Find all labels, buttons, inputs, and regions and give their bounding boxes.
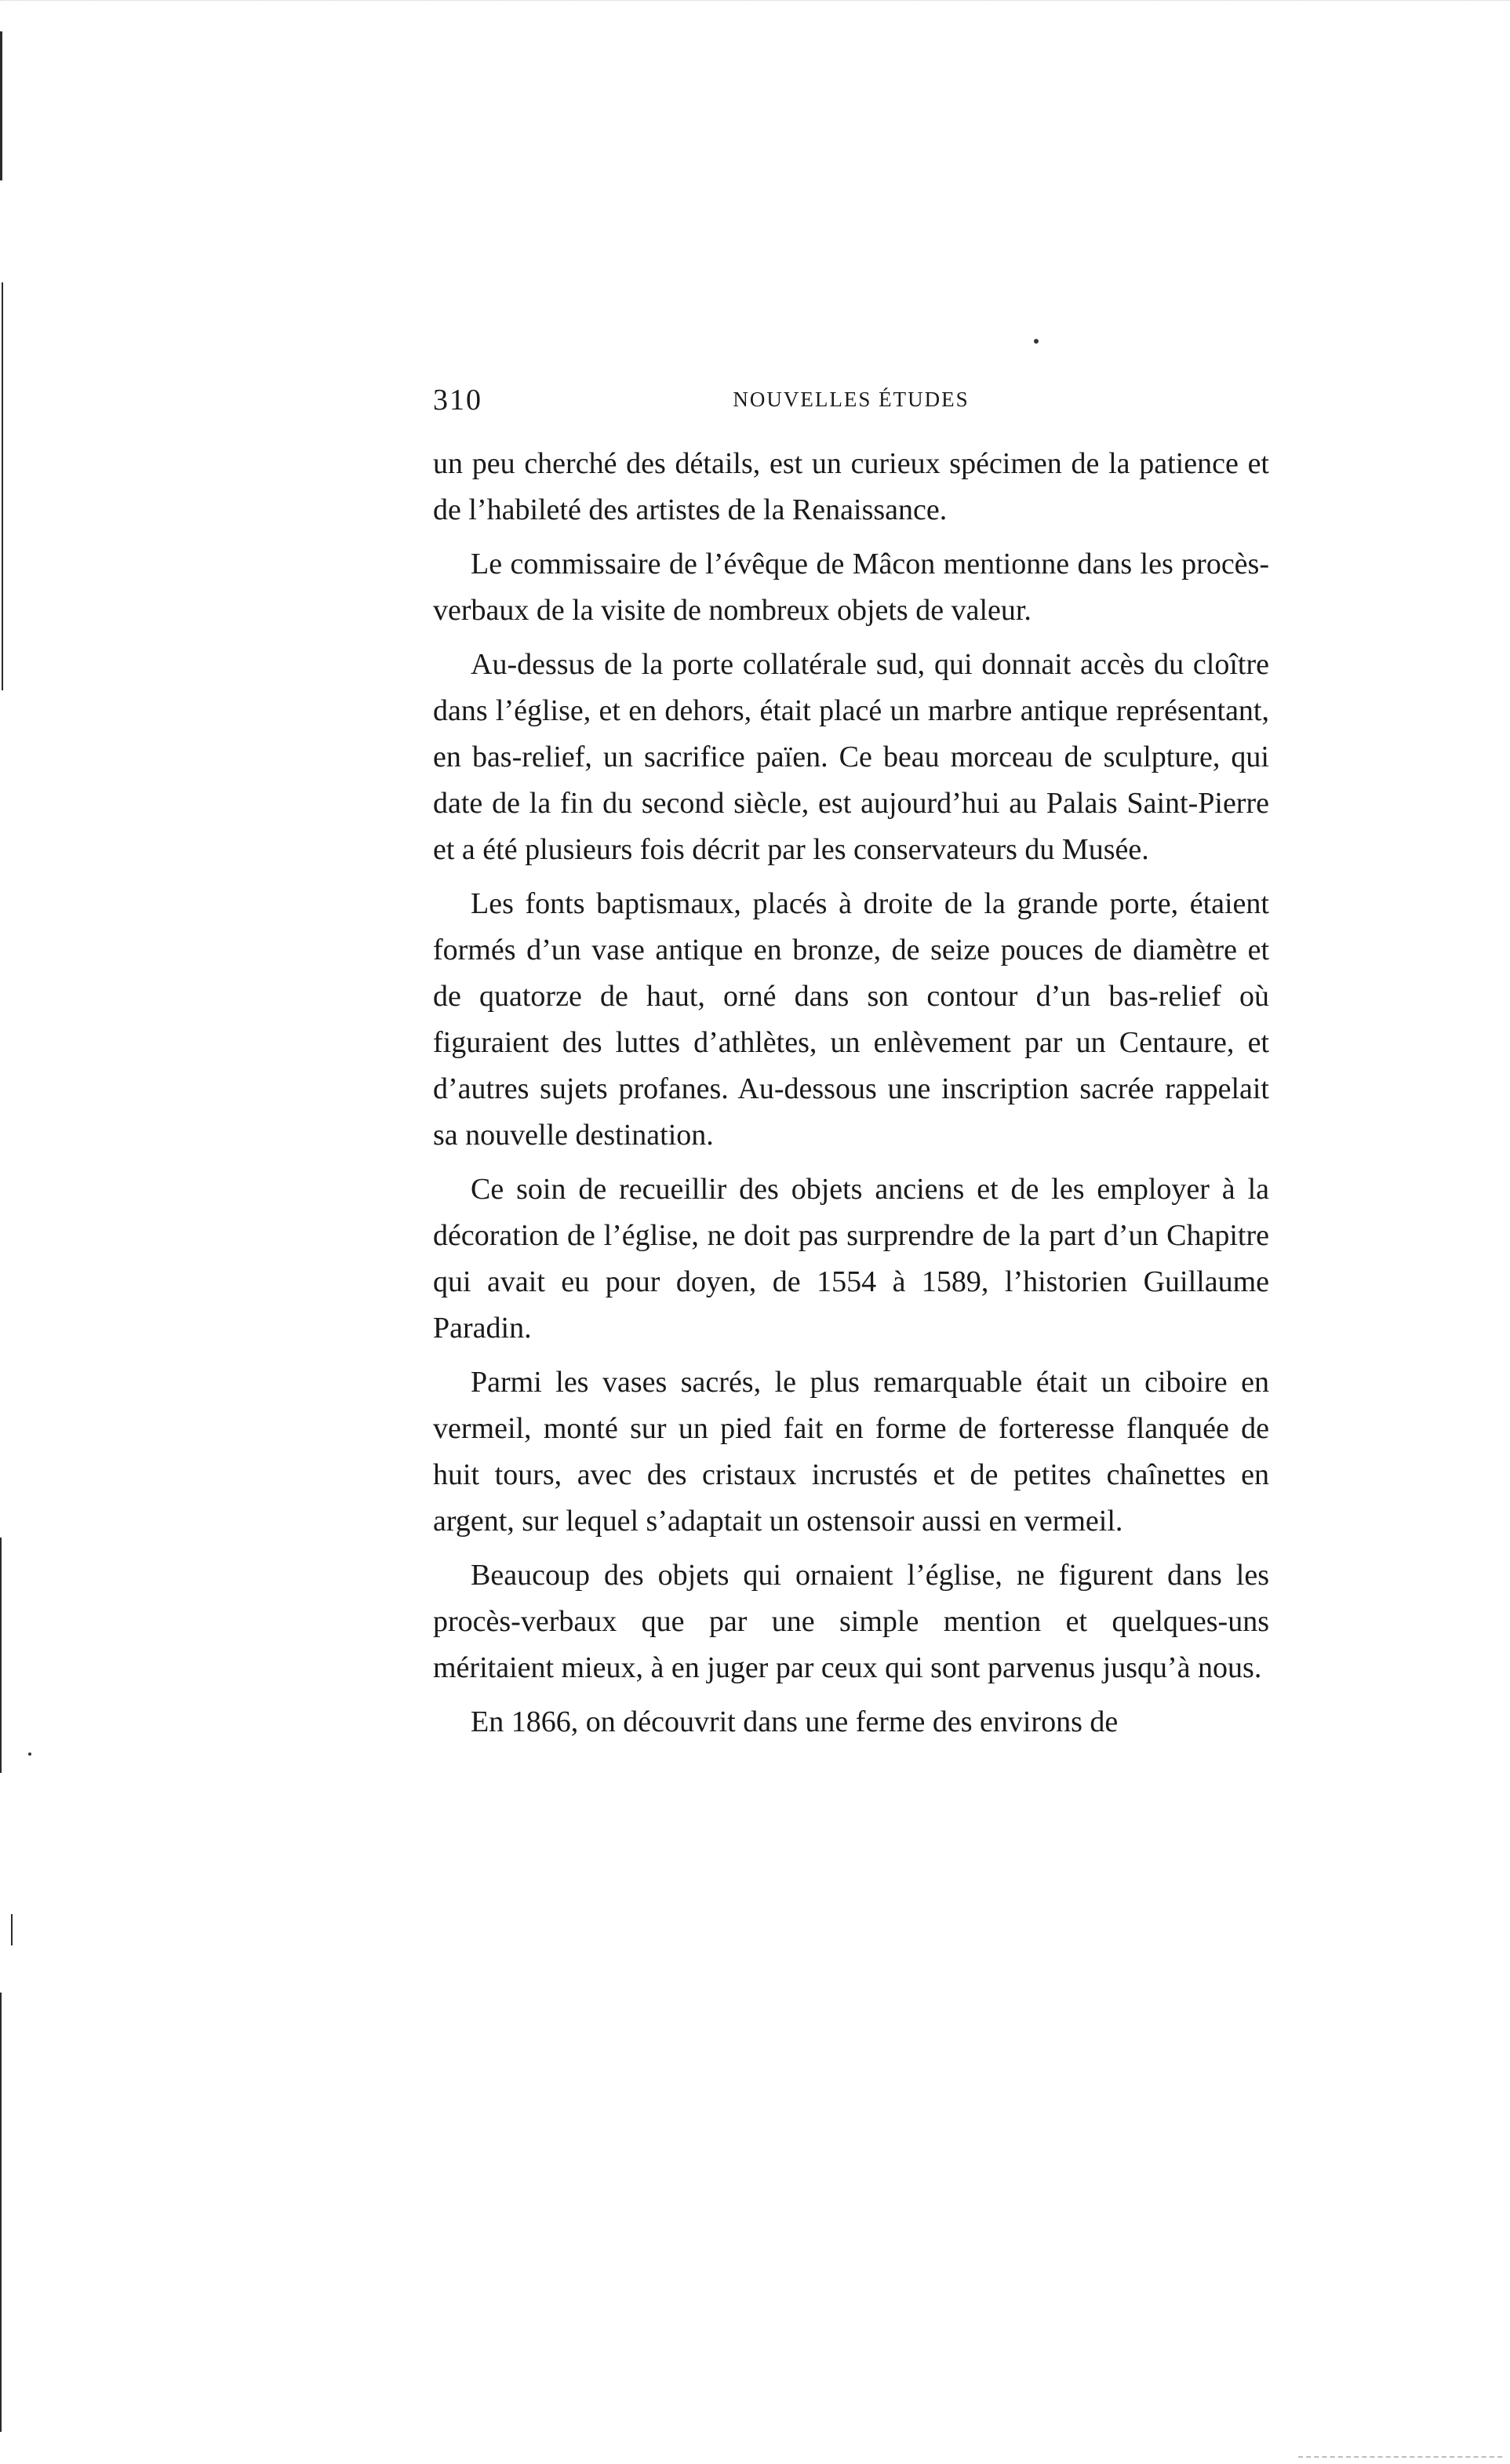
paragraph: Beaucoup des objets qui ornaient l’église, ne figurent dans les procès-verbaux que par une simple mention et quelques-uns méritaient mieux, à en juger par ceux qui sont parvenus jusqu’à nous. [433,1559,1269,1684]
paragraph: Les fonts baptismaux, placés à droite de la grande porte, étaient formés d’un vase antique en bronze, de seize pouces de diamètre et de quatorze de haut, orné dans son contour d’un bas-relief où figuraient des luttes d’athlètes, un enlèvement par un Centaure, et d’autres sujets profanes. Au-dessous une inscription sacrée rappelait sa nouvelle destination. [433,887,1269,1152]
paragraph: En 1866, on découvrit dans une ferme des environs de [471,1705,1119,1738]
scan-top-artifact [0,0,1510,10]
paragraph: Parmi les vases sacrés, le plus remarquable était un ciboire en vermeil, monté sur un pied fait en forme de forteresse flanquée de huit tours, avec des cristaux incrustés et de petites chaînettes en argent, sur lequel s’adaptait un ostensoir aussi en vermeil. [433,1366,1269,1538]
body-text [433,441,1269,1753]
scan-edge-line [0,1993,2,2432]
page-header [433,383,1269,430]
scan-bottom-artifact [1298,2450,1502,2458]
paragraph: Ce soin de recueillir des objets anciens et de les employer à la décoration de l’église, ne doit pas surprendre de la part d’un Chapitre qui avait eu pour doyen, de 1554 à 1589, l’historien Guillaume Paradin. [433,1173,1269,1345]
scan-edge-line [11,1914,13,1945]
paragraph: un peu cherché des détails, est un curieux spécimen de la patience et de l’habileté des artistes de la Renaissance. [433,447,1269,526]
page-number: 310 [433,384,482,417]
scan-speck [1034,339,1039,344]
scan-edge-line [0,1538,2,1773]
scan-speck [28,1752,31,1756]
running-title: NOUVELLES ÉTUDES [733,388,970,411]
scan-edge-line [0,31,2,180]
scan-edge-line [2,282,3,690]
paragraph: Le commissaire de l’évêque de Mâcon mentionne dans les procès-verbaux de la visite de nombreux objets de valeur. [433,548,1269,627]
paragraph: Au-dessus de la porte collatérale sud, qui donnait accès du cloître dans l’église, et en dehors, était placé un marbre antique représentant, en bas-relief, un sacrifice païen. Ce beau morceau de sculpture, qui date de la fin du second siècle, est aujourd’hui au Palais Saint-Pierre et a été plusieurs fois décrit par les conservateurs du Musée. [433,648,1269,866]
